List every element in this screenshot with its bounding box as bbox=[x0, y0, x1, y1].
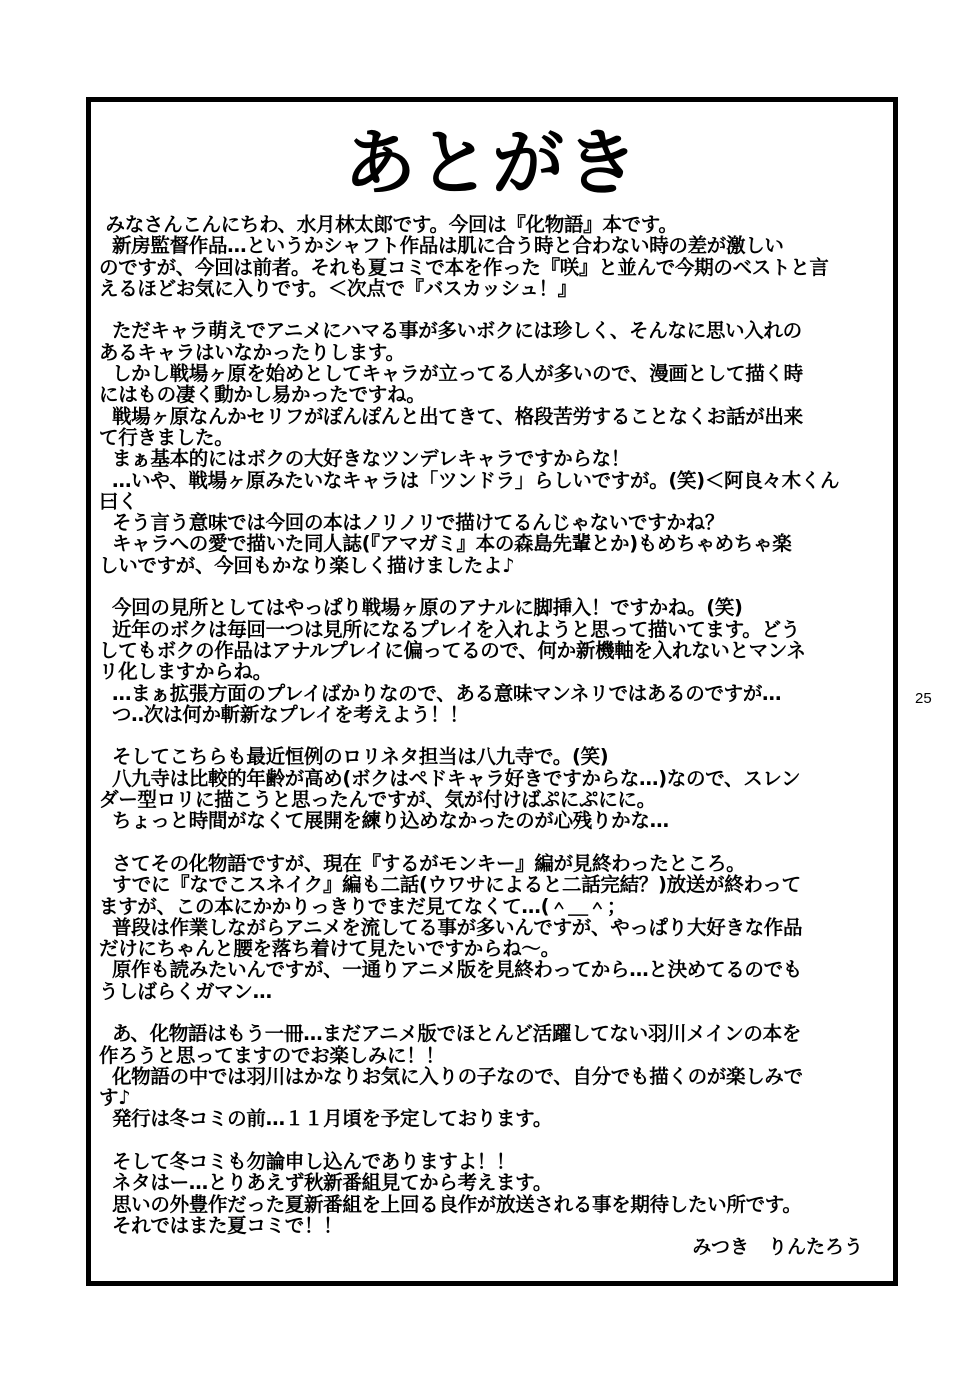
text-line: 八九寺は比較的年齢が高め(ボクはペドキャラ好きですからな…)なので、スレン bbox=[99, 766, 801, 790]
text-line: 新房監督作品…というかシャフト作品は肌に合う時と合わない時の差が激しい bbox=[99, 234, 784, 258]
text-line: しかし戦場ヶ原を始めとしてキャラが立ってる人が多いので、漫画として描く時 bbox=[99, 362, 803, 386]
paragraph bbox=[99, 320, 889, 576]
text-line: まぁ基本的にはボクの大好きなツンデレキャラですからな！ bbox=[99, 447, 630, 471]
paragraph bbox=[99, 597, 889, 725]
text-line: ネタはー…とりあえず秋新番組見てから考えます。 bbox=[99, 1171, 553, 1195]
text-line: 戦場ヶ原なんかセリフがぽんぽんと出てきて、格段苦労することなくお話が出来 bbox=[99, 404, 803, 428]
text-line: えるほどお気に入りです。＜次点で『バスカッシュ！』 bbox=[99, 276, 577, 300]
text-line: …まぁ拡張方面のプレイばかりなので、ある意味マンネリではあるのですが… bbox=[99, 681, 782, 705]
text-line: ますが、この本にかかりっきりでまだ見てなくて…(＾＿＾； bbox=[99, 894, 627, 918]
text-line: そう言う意味では今回の本はノリノリで描けてるんじゃないですかね？ bbox=[99, 511, 725, 535]
afterword-body bbox=[99, 214, 889, 1258]
text-line: つ‥次は何か斬新なプレイを考えよう！！ bbox=[99, 702, 469, 726]
text-line: ただキャラ萌えでアニメにハマる事が多いボクには珍しく、そんなに思い入れの bbox=[99, 319, 802, 343]
text-line: 発行は冬コミの前…１１月頃を予定しております。 bbox=[99, 1107, 553, 1131]
text-line: すでに『なでこスネイク』編も二話(ウワサによると二話完結？)放送が終わって bbox=[99, 873, 801, 897]
text-line: そしてこちらも最近恒例のロリネタ担当は八九寺で。(笑) bbox=[99, 745, 609, 769]
text-line: …いや、戦場ヶ原みたいなキャラは「ツンドラ」らしいですが。(笑)＜阿良々木くん bbox=[99, 468, 840, 492]
text-line: してもボクの作品はアナルプレイに偏ってるので、何か新機軸を入れないとマンネ bbox=[99, 638, 806, 662]
text-line: キャラへの愛で描いた同人誌(『アマガミ』本の森島先輩とか)もめちゃめちゃ楽 bbox=[99, 532, 792, 556]
paragraph bbox=[99, 1023, 889, 1129]
text-line: しいですが、今回もかなり楽しく描けましたよ♪ bbox=[99, 553, 515, 577]
text-line: みなさんこんにちわ、水月林太郎です。今回は『化物語』本です。 bbox=[99, 213, 678, 236]
text-line: 思いの外豊作だった夏新番組を上回る良作が放送される事を期待したい所です。 bbox=[99, 1192, 802, 1216]
text-line: 作ろうと思ってますのでお楽しみに！！ bbox=[99, 1043, 445, 1067]
text-line: リ化しますからね。 bbox=[99, 660, 272, 684]
text-line: それではまた夏コミで！！ bbox=[99, 1213, 343, 1237]
page-frame bbox=[86, 97, 898, 1286]
text-line: あ、化物語はもう一冊…まだアニメ版でほとんど活躍してない羽川メインの本を bbox=[99, 1022, 802, 1046]
text-line: うしばらくガマン… bbox=[99, 979, 272, 1003]
paragraph bbox=[99, 853, 889, 1002]
text-line: さてその化物語ですが、現在『するがモンキー』編が見終わったところ。 bbox=[99, 851, 746, 875]
text-line: あるキャラはいなかったりします。 bbox=[99, 340, 405, 364]
text-line: ダー型ロリに描こうと思ったんですが、気が付けばぷにぷにに。 bbox=[99, 788, 656, 812]
author-signature: みつき りんたろう bbox=[692, 1236, 863, 1258]
text-line: 化物語の中では羽川はかなりお気に入りの子なので、自分でも描くのが楽しみで bbox=[99, 1064, 803, 1088]
text-line: 近年のボクは毎回一つは見所になるプレイを入れようと思って描いてます。どう bbox=[99, 617, 800, 641]
text-line: 曰く bbox=[99, 489, 138, 513]
page-title: あとがき bbox=[343, 121, 640, 205]
text-line: 今回の見所としてはやっぱり戦場ヶ原のアナルに脚挿入！ですかね。(笑) bbox=[99, 596, 743, 620]
text-line: だけにちゃんと腰を落ち着けて見たいですからね～。 bbox=[99, 937, 560, 961]
text-line: そして冬コミも勿論申し込んでありますよ！！ bbox=[99, 1150, 516, 1174]
text-line: のですが、今回は前者。それも夏コミで本を作った『咲』と並んで今期のベストと言 bbox=[99, 255, 829, 279]
paragraph bbox=[99, 746, 889, 831]
paragraph bbox=[99, 214, 889, 299]
paragraph bbox=[99, 1151, 889, 1236]
text-line: ちょっと時間がなくて展開を練り込めなかったのが心残りかな… bbox=[99, 809, 669, 833]
text-line: 原作も読みたいんですが、一通りアニメ版を見終わってから…と決めてるのでも bbox=[99, 958, 803, 982]
text-line: にはもの凄く動かし易かったですね。 bbox=[99, 383, 426, 407]
text-line: 普段は作業しながらアニメを流してる事が多いんですが、やっぱり大好きな作品 bbox=[99, 915, 803, 939]
text-line: て行きました。 bbox=[99, 425, 234, 449]
page-number: 25 bbox=[915, 690, 932, 707]
text-line: す♪ bbox=[99, 1086, 131, 1110]
